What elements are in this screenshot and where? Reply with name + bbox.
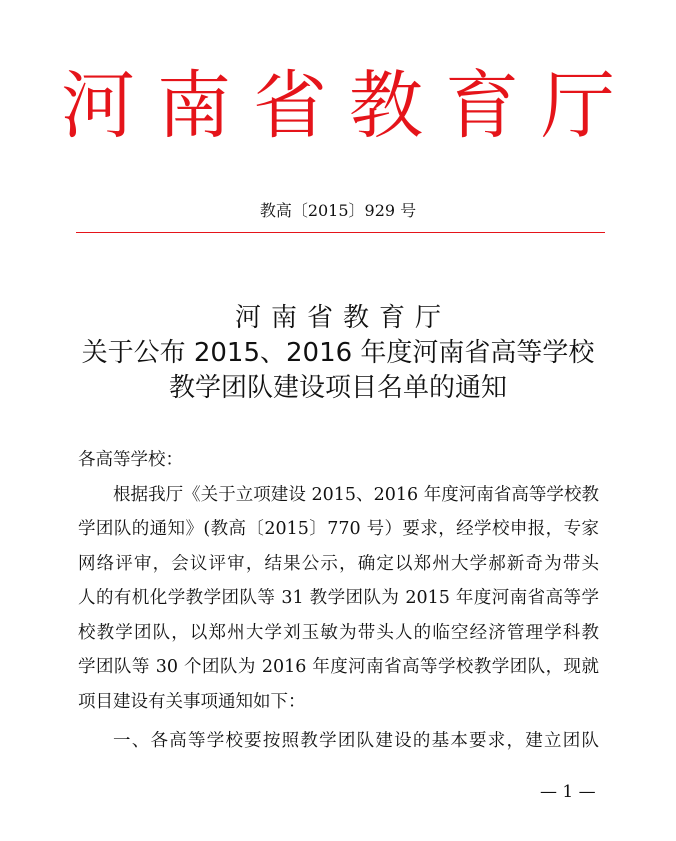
body-paragraph-line: 一、各高等学校要按照教学团队建设的基本要求，建立团队 bbox=[113, 731, 599, 751]
body-paragraph-line: 项目建设有关事项通知如下： bbox=[78, 692, 306, 712]
notice-title-line-3: 教学团队建设项目名单的通知 bbox=[168, 373, 507, 403]
document-number: 教高〔2015〕929 号 bbox=[259, 201, 417, 220]
body-paragraph-line: 校教学团队，以郑州大学刘玉敏为带头人的临空经济管理学科教 bbox=[78, 623, 599, 643]
body-paragraph-line: 学团队等 30 个团队为 2016 年度河南省高等学校教学团队，现就 bbox=[78, 657, 599, 677]
body-paragraph-line: 网络评审，会议评审，结果公示，确定以郑州大学郝新奇为带头 bbox=[78, 554, 599, 574]
body-paragraph-line: 人的有机化学教学团队等 31 教学团队为 2015 年度河南省高等学 bbox=[78, 588, 599, 608]
red-divider-line bbox=[76, 232, 605, 233]
notice-title-line-1: 河南省教育厅 bbox=[234, 303, 451, 333]
page-number: — 1 — bbox=[540, 782, 596, 802]
salutation: 各高等学校： bbox=[78, 450, 183, 470]
issuer-header: 河南省教育厅 bbox=[61, 63, 637, 149]
body-paragraph-line: 根据我厅《关于立项建设 2015、2016 年度河南省高等学校教 bbox=[113, 485, 599, 505]
notice-title-line-2: 关于公布 2015、2016 年度河南省高等学校 bbox=[81, 338, 595, 368]
body-paragraph-line: 学团队的通知》(教高〔2015〕770 号）要求，经学校申报，专家 bbox=[78, 519, 599, 539]
